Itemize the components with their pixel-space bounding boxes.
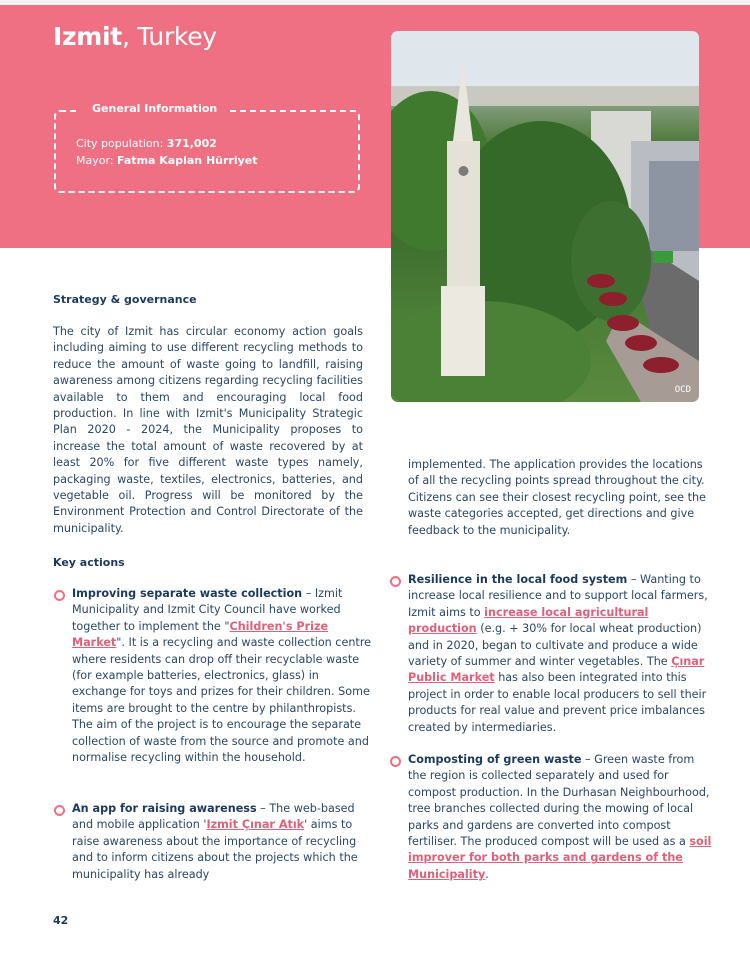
- mayor-value: Fatma Kaplan Hürriyet: [117, 154, 258, 167]
- country-name: , Turkey: [121, 22, 217, 51]
- key-action-item: [408, 752, 713, 883]
- mayor-line: [76, 152, 258, 169]
- key-actions-heading: Key actions: [53, 556, 125, 569]
- key-action-item: [408, 572, 713, 736]
- umbrella: [599, 292, 627, 306]
- city-photo: [391, 31, 699, 402]
- population-label: City population:: [76, 137, 167, 150]
- key-action-text: .: [485, 867, 489, 881]
- key-action-title: Improving separate waste collection: [72, 587, 303, 600]
- key-action-text: – Green waste from the region is collected separately and used for compost production. In the Durhasan Neighbourhood, tree branches collected during the mowing of local parks and gardens are converted into compost fertiliser. The produced compost will be used as a: [408, 753, 710, 849]
- izmit-cinar-atik-link[interactable]: Izmit Çınar Atık: [206, 818, 305, 832]
- key-action-text: ". It is a recycling and waste collection centre where residents can drop off their recyclable waste (for example batteries, electronics, glass) in exchange for toys and prizes for their children. Some items are brought to the centre by philanthropists. The aim of the project is to encourage the separate collection of waste from the source and promote and normalise recycling within the household.: [72, 636, 372, 765]
- soil-improver-link[interactable]: soil improver for both parks and gardens of the Municipality: [408, 835, 712, 881]
- key-action-text: – Wanting to increase local resilience and to support local farmers, Izmit aims to: [408, 573, 708, 619]
- city-name: Izmit: [53, 22, 122, 51]
- cinar-public-market-link[interactable]: Çınar Public Market: [408, 655, 705, 685]
- page-title: [53, 22, 217, 51]
- umbrella: [643, 357, 679, 373]
- key-action-text: (e.g. + 30% for local wheat production) and in 2020, began to cultivate and produce a wide variety of summer and winter vegetables. The: [408, 622, 702, 669]
- strategy-heading: Strategy & governance: [53, 293, 197, 306]
- umbrella: [587, 274, 615, 288]
- bullet-icon: [390, 576, 401, 587]
- key-action-title: Resilience in the local food system: [408, 573, 628, 586]
- photo-credit: OCD: [674, 385, 691, 395]
- key-action-text: ' aims to raise awareness about the importance of recycling and to inform citizens about the projects which the municipality has already: [72, 818, 358, 881]
- umbrella: [607, 315, 639, 331]
- childrens-prize-market-link[interactable]: Children's Prize Market: [72, 619, 329, 650]
- umbrella: [625, 335, 657, 351]
- key-action-text: has also been integrated into this project in order to enable local producers to sell their products for real value and prevent price imbalances created by intermediaries.: [408, 671, 707, 734]
- key-action-item: [72, 586, 372, 766]
- population-line: [76, 135, 258, 152]
- general-info-label: General Information: [80, 102, 229, 115]
- bullet-icon: [54, 805, 65, 816]
- city-photo-illustration: [391, 31, 699, 402]
- clock-face: [459, 166, 469, 176]
- page-number: 42: [53, 914, 69, 927]
- bullet-icon: [390, 756, 401, 767]
- bus: [653, 251, 673, 263]
- key-action-title: An app for raising awareness: [72, 802, 257, 815]
- population-value: 371,002: [166, 137, 217, 150]
- increase-local-agricultural-production-link[interactable]: increase local agricultural production: [408, 605, 649, 636]
- building: [649, 161, 699, 251]
- key-action-text: – Izmit Municipality and Izmit City Council have worked together to implement the ": [72, 587, 343, 633]
- bullet-icon: [54, 590, 65, 601]
- key-action-continuation: implemented. The application provides the locations of all the recycling points spread throughout the city. Citizens can see their closest recycling point, see the waste categories accepted, get directions and give feedback to the municipality.: [408, 458, 706, 537]
- strategy-paragraph: The city of Izmit has circular economy action goals including aiming to use different recycling methods to reduce the amount of waste going to landfill, raising awareness among citizens regarding recycling facilities available to them and encouraging local food production. In line with Izmit's Municipality Strategic Plan 2020 - 2024, the Municipality proposes to increase the total amount of waste recovered by at least 20% for five different waste types namely, packaging waste, textiles, electronics, batteries, and vegetable oil. Progress will be monitored by the Environment Protection and Control Directorate of the municipality.: [53, 325, 363, 535]
- key-action-title: Composting of green waste: [408, 753, 582, 766]
- clock-tower-base: [441, 286, 485, 376]
- mayor-label: Mayor:: [76, 154, 118, 167]
- sky: [391, 31, 699, 91]
- key-action-item: [72, 801, 372, 883]
- general-info-content: [76, 135, 258, 169]
- clock-tower: [447, 141, 480, 291]
- general-info-box: [54, 102, 360, 193]
- key-action-text: – The web-based and mobile application ': [72, 802, 355, 832]
